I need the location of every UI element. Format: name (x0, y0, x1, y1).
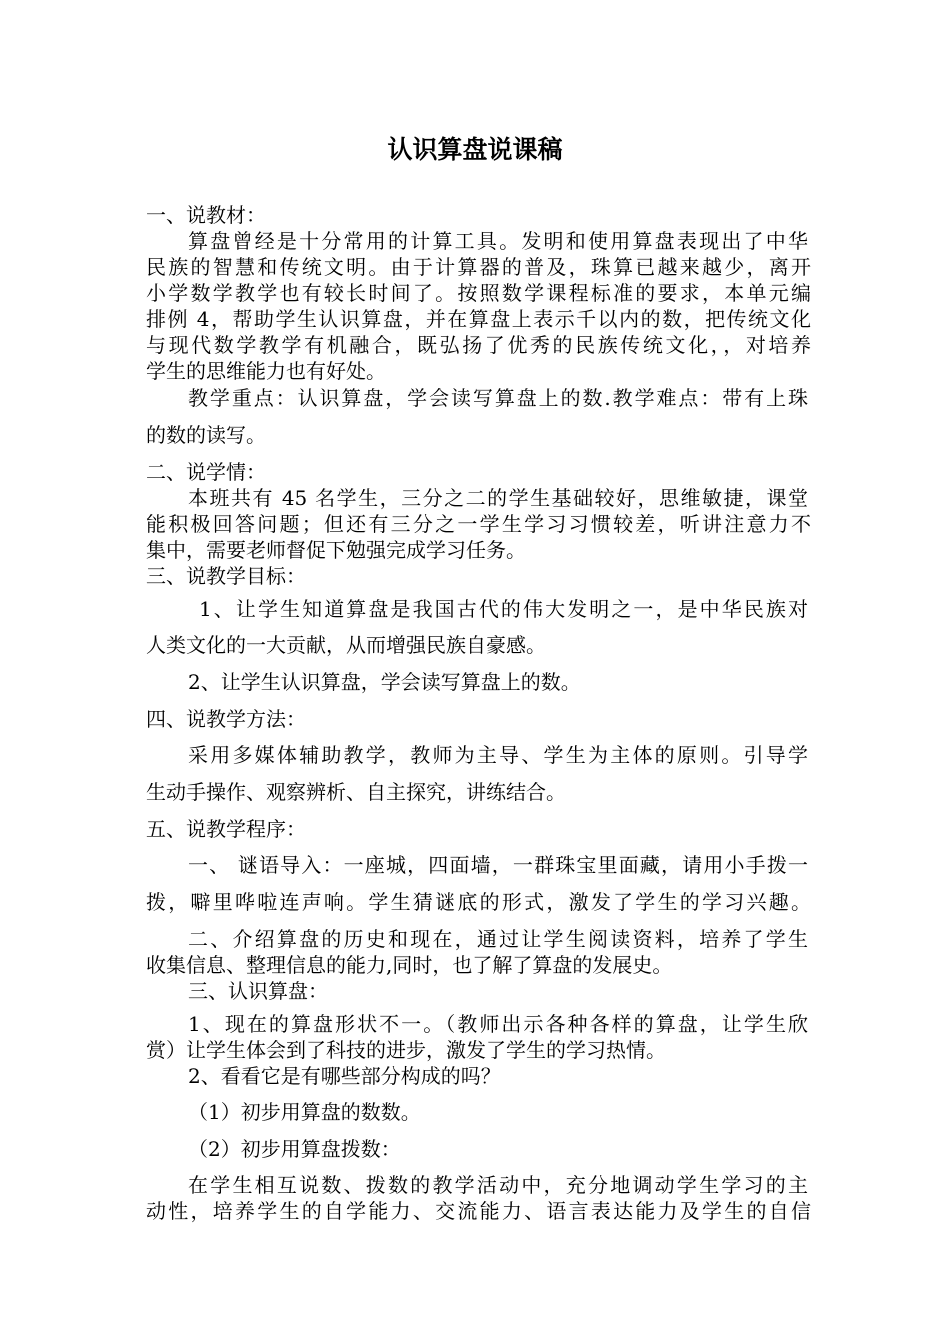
paragraph-line: 生动手操作、观察辨析、自主探究，讲练结合。 (146, 780, 566, 804)
paragraph-line: 动性，培养学生的自学能力、交流能力、语言表达能力及学生的自信 (146, 1199, 811, 1223)
paragraph-line: 人类文化的一大贡献，从而增强民族自豪感。 (146, 633, 546, 657)
paragraph-line: 民族的智慧和传统文明。由于计算器的普及，珠算已越来越少，离开 (146, 255, 811, 279)
paragraph-line: 教学重点：认识算盘，学会读写算盘上的数.教学难点：带有上珠 (188, 386, 808, 410)
page-title: 认识算盘说课稿 (387, 135, 563, 164)
paragraph-line: 与现代数学教学有机融合，既弘扬了优秀的民族传统文化，，对培养 (146, 333, 811, 357)
paragraph-line: 采用多媒体辅助教学，教师为主导、学生为主体的原则。引导学 (188, 743, 808, 767)
paragraph-line: 学生的思维能力也有好处。 (146, 359, 386, 383)
paragraph-line: 的数的读写。 (146, 423, 266, 447)
paragraph-line: 1、现在的算盘形状不一。（教师出示各种各样的算盘，让学生欣 (188, 1012, 808, 1036)
subsection-heading: 三、认识算盘： (188, 979, 328, 1003)
section-heading: 二、说学情： (146, 460, 266, 484)
paragraph-line: 排例 4，帮助学生认识算盘，并在算盘上表示千以内的数，把传统文化 (146, 307, 811, 331)
paragraph-line: （1）初步用算盘的数数。 (188, 1100, 421, 1124)
paragraph-line: 二、介绍算盘的历史和现在，通过让学生阅读资料，培养了学生 (188, 927, 808, 951)
paragraph-line: （2）初步用算盘拨数： (188, 1137, 401, 1161)
paragraph-line: 能积极回答问题；但还有三分之一学生学习习惯较差，听讲注意力不 (146, 512, 811, 536)
paragraph-line: 2、看看它是有哪些部分构成的吗？ (188, 1064, 501, 1088)
paragraph-line: 赏）让学生体会到了科技的进步，激发了学生的学习热情。 (146, 1038, 666, 1062)
paragraph-line: 2、让学生认识算盘，学会读写算盘上的数。 (188, 670, 581, 694)
paragraph-line: 算盘曾经是十分常用的计算工具。发明和使用算盘表现出了中华 (188, 229, 808, 253)
section-heading: 五、说教学程序： (146, 817, 306, 841)
section-heading: 四、说教学方法： (146, 707, 306, 731)
paragraph-line: 拨，噼里哗啦连声响。学生猜谜底的形式，激发了学生的学习兴趣。 (146, 890, 811, 914)
paragraph-line: 小学数学教学也有较长时间了。按照数学课程标准的要求，本单元编 (146, 281, 811, 305)
paragraph-line: 在学生相互说数、拨数的教学活动中，充分地调动学生学习的主 (188, 1173, 808, 1197)
paragraph-line: 本班共有 45 名学生，三分之二的学生基础较好，思维敏捷，课堂 (188, 486, 808, 510)
section-heading: 三、说教学目标： (146, 564, 306, 588)
paragraph-line: 一、 谜语导入：一座城，四面墙，一群珠宝里面藏，请用小手拨一 (188, 853, 808, 877)
paragraph-line: 1、让学生知道算盘是我国古代的伟大发明之一，是中华民族对 (199, 597, 808, 621)
paragraph-line: 收集信息、整理信息的能力,同时，也了解了算盘的发展史。 (146, 953, 673, 977)
paragraph-line: 集中，需要老师督促下勉强完成学习任务。 (146, 538, 526, 562)
section-heading: 一、说教材： (146, 203, 266, 227)
